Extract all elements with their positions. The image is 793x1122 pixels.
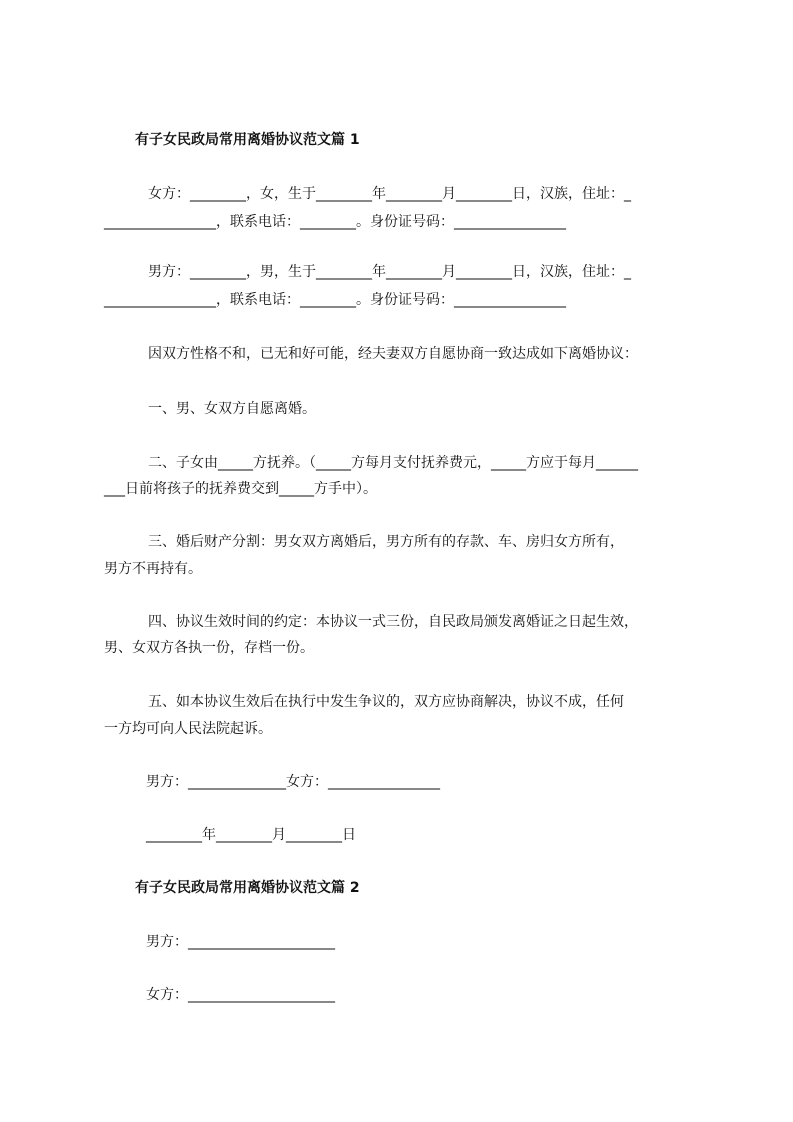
male-party-line-1: 男方：________，男，生于________年________月________日，汉族，住址：_ xyxy=(148,264,631,280)
clause-4-line-2: 男、女双方各执一份，存档一份。 xyxy=(104,640,314,656)
clause-2-line-2: ___日前将孩子的抚养费交到_____方手中）。 xyxy=(104,481,377,497)
female-name-field: 女方：_____________________ xyxy=(146,987,335,1003)
clause-2-line-1: 二、子女由_____方抚养。（_____方每月支付抚养费元，_____方应于每月______ xyxy=(148,455,638,471)
heading-article-2: 有子女民政局常用离婚协议范文篇 2 xyxy=(135,880,360,896)
date-line: ________年________月________日 xyxy=(146,827,356,843)
clause-1: 一、男、女双方自愿离婚。 xyxy=(148,401,316,417)
clause-3-line-1: 三、婚后财产分割：男女双方离婚后，男方所有的存款、车、房归女方所有， xyxy=(148,534,624,550)
clause-5-line-1: 五、如本协议生效后在执行中发生争议的，双方应协商解决，协议不成，任何 xyxy=(148,694,624,710)
clause-3-line-2: 男方不再持有。 xyxy=(104,561,202,577)
clause-5-line-2: 一方均可向人民法院起诉。 xyxy=(104,721,272,737)
male-name-field: 男方：_____________________ xyxy=(146,934,335,950)
heading-article-1: 有子女民政局常用离婚协议范文篇 1 xyxy=(135,132,360,148)
intro-paragraph: 因双方性格不和，已无和好可能，经夫妻双方自愿协商一致达成如下离婚协议： xyxy=(148,346,638,362)
male-party-line-2: ________________，联系电话：________。身份证号码：________________ xyxy=(104,292,566,308)
female-party-line-1: 女方：________，女，生于________年________月________日，汉族，住址：_ xyxy=(148,186,631,202)
signature-line: 男方：______________女方：________________ xyxy=(146,774,440,790)
female-party-line-2: ________________，联系电话：________。身份证号码：________________ xyxy=(104,214,566,230)
clause-4-line-1: 四、协议生效时间的约定：本协议一式三份，自民政局颁发离婚证之日起生效， xyxy=(148,614,638,630)
